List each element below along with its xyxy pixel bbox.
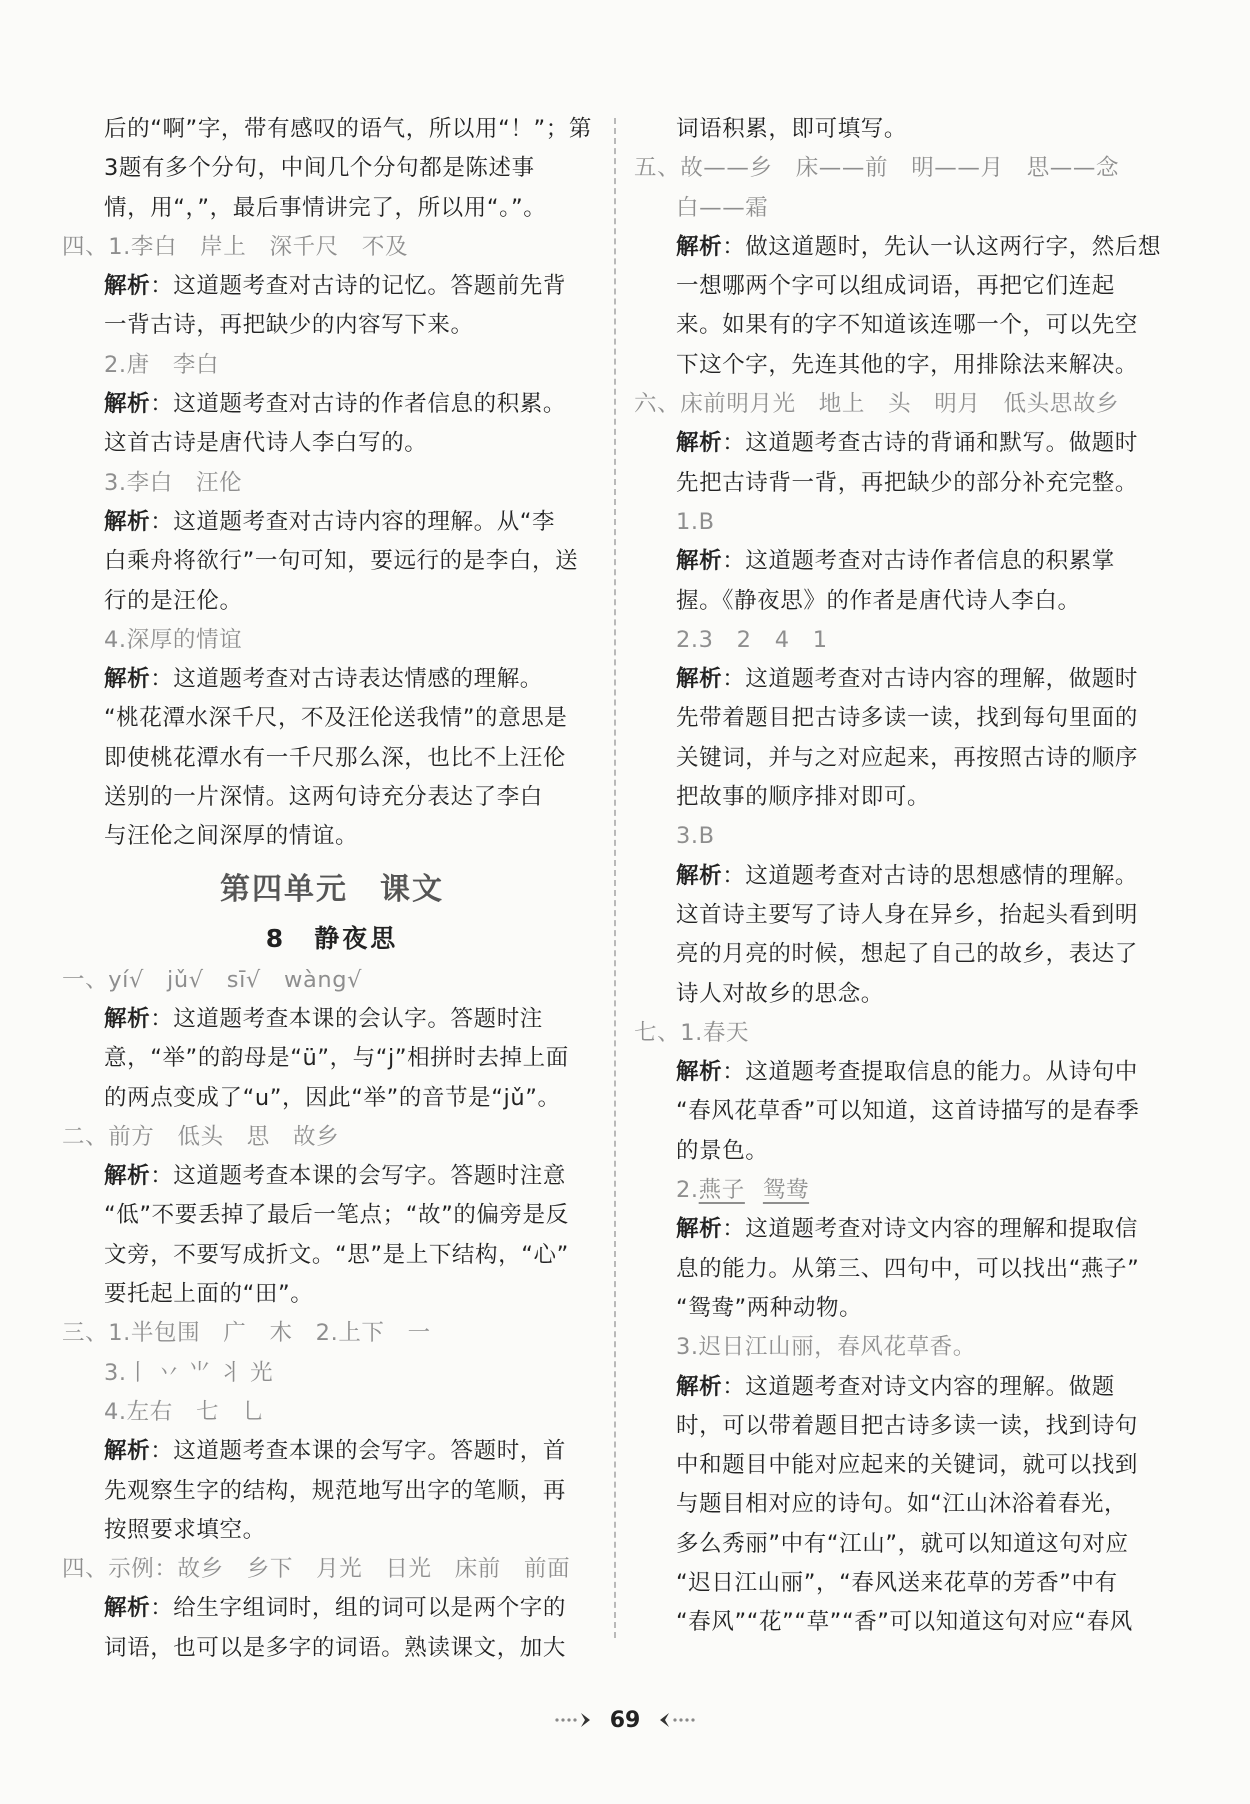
text-line: 按照要求填空。 xyxy=(104,1516,266,1543)
text-line: “春风花草香”可以知道，这首诗描写的是春季 xyxy=(676,1098,1140,1125)
underlined-answer: 燕子 xyxy=(698,1177,745,1204)
explanation-label: 解析 xyxy=(676,1373,723,1400)
explanation-line xyxy=(634,1210,1174,1249)
column-divider xyxy=(614,118,616,1638)
text-line: 诗人对故乡的思念。 xyxy=(676,980,884,1007)
explanation-text: ：这道题考查对古诗表达情感的理解。 xyxy=(150,666,543,693)
explanation-label: 解析 xyxy=(104,1163,151,1190)
text-line: “鸳鸯”两种动物。 xyxy=(676,1294,863,1321)
explanation-line xyxy=(634,857,1174,896)
answer-line: 3.丨 丷 ⺌ 丬 光 xyxy=(104,1359,274,1386)
answer-line: 五、故——乡 床——前 明——月 思——念 xyxy=(634,155,1120,182)
text-line: 一想哪两个字可以组成词语，再把它们连起 xyxy=(676,273,1115,300)
explanation-text: ：这道题考查对古诗内容的理解，做题时 xyxy=(722,666,1139,693)
explanation-line xyxy=(634,1368,1174,1407)
explanation-text: ：这道题考查对古诗的记忆。答题前先背 xyxy=(150,273,567,300)
right-column xyxy=(634,110,1174,1643)
explanation-label: 解析 xyxy=(676,548,723,575)
explanation-label: 解析 xyxy=(676,1059,723,1086)
explanation-label: 解析 xyxy=(104,273,151,300)
explanation-line xyxy=(634,1053,1174,1092)
explanation-text: ：这道题考查对古诗内容的理解。从“李 xyxy=(150,508,556,535)
text-line: 握。《静夜思》的作者是唐代诗人李白。 xyxy=(676,587,1081,614)
explanation-label: 解析 xyxy=(104,1595,151,1622)
explanation-line xyxy=(62,267,602,306)
text-line: 下这个字，先连其他的字，用排除法来解决。 xyxy=(676,351,1139,378)
lesson-title: 8 静夜思 xyxy=(265,923,399,953)
explanation-line xyxy=(62,385,602,424)
explanation-line xyxy=(62,503,602,542)
text-line: 文旁，不要写成折文。“思”是上下结构，“心” xyxy=(104,1241,569,1268)
text-line: 白乘舟将欲行”一句可知，要远行的是李白，送 xyxy=(104,548,579,575)
answer-line: 四、1.李白 岸上 深千尺 不及 xyxy=(62,233,409,260)
page-footer xyxy=(0,1700,1250,1740)
explanation-text: ：做这道题时，先认一认这两行字，然后想 xyxy=(722,233,1162,260)
answer-line: 四、示例：故乡 乡下 月光 日光 床前 前面 xyxy=(62,1556,571,1583)
explanation-text: ：这道题考查对古诗作者信息的积累掌 xyxy=(722,548,1115,575)
explanation-text: ：这道题考查本课的会写字。答题时，首 xyxy=(150,1438,567,1465)
arrow-left-decoration-icon xyxy=(654,1710,696,1730)
text-line: 意，“举”的韵母是“ü”，与“j”相拼时去掉上面 xyxy=(104,1045,569,1072)
explanation-text: ：这道题考查对诗文内容的理解。做题 xyxy=(722,1373,1115,1400)
text-line: 时，可以带着题目把古诗多读一读，找到诗句 xyxy=(676,1412,1139,1439)
text-line: 中和题目中能对应起来的关键词，就可以找到 xyxy=(676,1452,1139,1479)
explanation-text: ：这道题考查本课的会认字。答题时注 xyxy=(150,1005,543,1032)
text-line: 先把古诗背一背，再把缺少的部分补充完整。 xyxy=(676,469,1139,496)
text-line: 先观察生字的结构，规范地写出字的笔顺，再 xyxy=(104,1477,567,1504)
explanation-line xyxy=(634,542,1174,581)
answer-line: 一、yí√ jǔ√ sī√ wàng√ xyxy=(62,966,363,993)
explanation-text: ：这道题考查提取信息的能力。从诗句中 xyxy=(722,1059,1139,1086)
text-line: “迟日江山丽”，“春风送来花草的芳香”中有 xyxy=(676,1569,1118,1596)
left-column xyxy=(62,110,602,1668)
explanation-label: 解析 xyxy=(104,666,151,693)
answer-line: 1.B xyxy=(676,508,715,535)
text-line: 要托起上面的“田”。 xyxy=(104,1281,314,1308)
explanation-label: 解析 xyxy=(104,391,151,418)
text-line: 后的“啊”字，带有感叹的语气，所以用“！”；第 xyxy=(104,116,592,142)
text-line: “桃花潭水深千尺，不及汪伦送我情”的意思是 xyxy=(104,705,568,732)
explanation-text: ：这道题考查对诗文内容的理解和提取信 xyxy=(722,1216,1139,1243)
text-line: 息的能力。从第三、四句中，可以找出“燕子” xyxy=(676,1255,1140,1282)
text-line: 行的是汪伦。 xyxy=(104,587,243,614)
explanation-line xyxy=(634,660,1174,699)
answer-line: 白——霜 xyxy=(676,194,769,221)
text-line: 先带着题目把古诗多读一读，找到每句里面的 xyxy=(676,705,1139,732)
answer-line: 3.B xyxy=(676,823,715,850)
answer-line: 七、1.春天 xyxy=(634,1019,750,1046)
explanation-line xyxy=(62,1000,602,1039)
answer-line: 3.李白 汪伦 xyxy=(104,469,243,496)
text-line: 送别的一片深情。这两句诗充分表达了李白 xyxy=(104,784,543,811)
text-line: 的两点变成了“u”，因此“举”的音节是“jǔ”。 xyxy=(104,1084,561,1111)
answer-line: 4.左右 七 乚 xyxy=(104,1398,266,1425)
explanation-label: 解析 xyxy=(104,1005,151,1032)
answer-line: 4.深厚的情谊 xyxy=(104,626,243,653)
text-line: 关键词，并与之对应起来，再按照古诗的顺序 xyxy=(676,744,1139,771)
explanation-text: ：这道题考查本课的会写字。答题时注意 xyxy=(150,1163,567,1190)
unit-title: 第四单元 课文 xyxy=(220,871,444,907)
underlined-answer: 鸳鸯 xyxy=(762,1177,810,1204)
answer-line: 六、床前明月光 地上 头 明月 低头思故乡 xyxy=(634,391,1120,418)
answer-line: 2.唐 李白 xyxy=(104,351,220,378)
explanation-label: 解析 xyxy=(676,233,723,260)
text-line: 与题目相对应的诗句。如“江山沐浴着春光， xyxy=(676,1491,1128,1518)
text-line: 的景色。 xyxy=(676,1137,769,1164)
answer-line: 二、前方 低头 思 故乡 xyxy=(62,1123,340,1150)
answer-line xyxy=(634,1171,1174,1210)
text-line: 这首诗主要写了诗人身在异乡，抬起头看到明 xyxy=(676,901,1139,928)
explanation-text: ：这道题考查对古诗的思想感情的理解。 xyxy=(722,862,1139,889)
answer-number: 2. xyxy=(676,1177,699,1204)
explanation-label: 解析 xyxy=(676,666,723,693)
explanation-line xyxy=(62,660,602,699)
explanation-label: 解析 xyxy=(104,1438,151,1465)
page-number: 69 xyxy=(609,1707,641,1733)
explanation-label: 解析 xyxy=(676,862,723,889)
text-line: “春风”“花”“草”“香”可以知道这句对应“春风 xyxy=(676,1609,1133,1636)
explanation-text: ：给生字组词时，组的词可以是两个字的 xyxy=(150,1595,567,1622)
text-line: 情，用“，”，最后事情讲完了，所以用“。”。 xyxy=(104,194,547,221)
text-line: 一背古诗，再把缺少的内容写下来。 xyxy=(104,312,474,339)
answer-line: 3.迟日江山丽，春风花草香。 xyxy=(676,1334,976,1361)
text-line: 3题有多个分句，中间几个分句都是陈述事 xyxy=(104,155,535,182)
explanation-label: 解析 xyxy=(104,508,151,535)
text-line: 即使桃花潭水有一千尺那么深，也比不上汪伦 xyxy=(104,744,567,771)
text-line: 亮的月亮的时候，想起了自己的故乡，表达了 xyxy=(676,941,1139,968)
text-line: 多么秀丽”中有“江山”，就可以知道这句对应 xyxy=(676,1530,1129,1557)
text-line: “低”不要丢掉了最后一笔点；“故”的偏旁是反 xyxy=(104,1202,569,1229)
text-line: 来。如果有的字不知道该连哪一个，可以先空 xyxy=(676,312,1139,339)
text-line: 词语积累，即可填写。 xyxy=(676,116,908,142)
text-line: 这首古诗是唐代诗人李白写的。 xyxy=(104,430,428,457)
explanation-label: 解析 xyxy=(676,430,723,457)
answer-line: 2.3 2 4 1 xyxy=(676,626,828,653)
answer-line: 三、1.半包围 广 木 2.上下 一 xyxy=(62,1320,431,1347)
text-line: 把故事的顺序排对即可。 xyxy=(676,784,931,811)
explanation-label: 解析 xyxy=(676,1216,723,1243)
explanation-line xyxy=(634,228,1174,267)
explanation-line xyxy=(62,1157,602,1196)
explanation-line xyxy=(634,424,1174,463)
explanation-line xyxy=(62,1589,602,1628)
text-line: 与汪伦之间深厚的情谊。 xyxy=(104,823,359,850)
explanation-text: ：这道题考查对古诗的作者信息的积累。 xyxy=(150,391,567,418)
explanation-line xyxy=(62,1432,602,1471)
text-line: 词语，也可以是多字的词语。熟读课文，加大 xyxy=(104,1634,567,1661)
explanation-text: ：这道题考查古诗的背诵和默写。做题时 xyxy=(722,430,1139,457)
arrow-right-decoration-icon xyxy=(554,1710,596,1730)
